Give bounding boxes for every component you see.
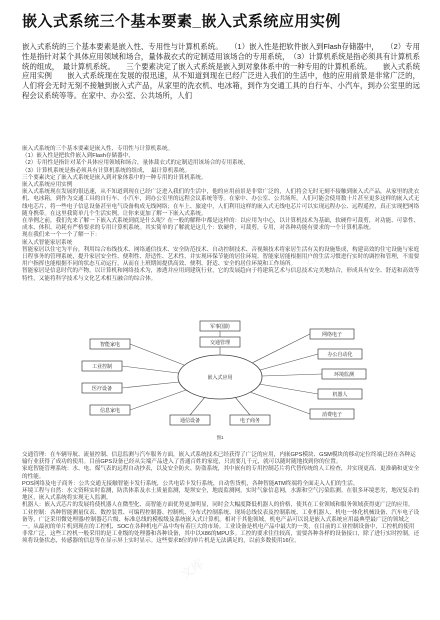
body-paragraph: （3）计算机系统是指必须具有计算机系统的组成， 最计算机系统。	[22, 167, 191, 174]
watermark: 文库	[58, 246, 87, 272]
left-node	[90, 339, 130, 349]
watermark: 文库	[298, 246, 327, 272]
body-paragraph: 嵌入式系统的三个基本要素是嵌入性、专用性与计算机系统。	[22, 146, 174, 152]
node-label: 电子商务	[239, 418, 261, 424]
left-node	[82, 383, 122, 393]
node-label: 环境监测	[333, 372, 355, 378]
page-title: 嵌入式系统三个基本要素_嵌入式系统应用实例	[22, 13, 341, 30]
body-paragraph: 家庭智能管理系统：水、电、煤气表的远程自动抄表，以及安全防火、防盗系统，其中嵌有的专用控制芯片将代替传统的人工检查，并实现更高、更准确和更安全的性能。	[22, 466, 420, 480]
top-node	[200, 337, 240, 347]
body-paragraph: POS网络及电子商务：公共交通无接触智能卡发行系统，公共电话卡发行系统，自动售货机，各种智能ATM终端将全面走入人们的生活。	[22, 480, 359, 487]
node-label: 智能家电	[99, 342, 121, 348]
body-text-continued	[22, 452, 420, 546]
body-text	[22, 146, 420, 283]
diagram-caption: 图1	[216, 435, 224, 440]
node-label: 交通管理	[209, 340, 231, 346]
node-label: 网络电子	[321, 332, 343, 338]
body-paragraph: （2）专用性是指针对某个具体应用领域和场合，量体裁衣式的定制适用该场合的专用系统，	[22, 160, 249, 167]
watermark: 文库	[178, 556, 207, 582]
body-paragraph: 在举例之前，我们先来了解一下嵌入式系统到底是什么呢？在一般的解释中都是这样的：以应用为中心，以计算机技术为基础，软硬件可裁剪，对功能、可靠性、成本、体积、功耗有严格要求的专用计算机系统。其实简单的了解就是这几个：软硬件，可裁剪，专用，对各种功能有要求的一个计算机系统。	[22, 218, 420, 232]
right-node	[318, 349, 362, 359]
node-label: 信息家电	[99, 408, 121, 414]
body-paragraph: 机器人：嵌入式芯片的发展将使机器人在微型化、高智能方面优势更加明显，同时会大幅度降低机器人的价格，使其在工业领域和服务领域获得更广泛的应用。	[22, 502, 414, 509]
body-paragraph: （1）嵌入性是把软件嵌入到Flash存储器中，	[22, 153, 134, 160]
body-paragraph: 交通管理：在车辆导航、流量控制、信息监测与汽车服务方面，嵌入式系统技术已经获得了广泛的应用，内嵌GPS模块、GSM模块的移动定位终端已经在各种运输行业获得了成功的使用。目前GPS设备已经从尖端产品进入了普通百姓的家庭，只需要几千元，就可以随时随地找到你的位置。	[22, 452, 416, 466]
diagram-svg	[60, 319, 380, 443]
left-node	[90, 405, 130, 415]
node-label: 消费电子	[321, 412, 343, 418]
body-paragraph: 嵌入式系统现在发展的很迅速，从不知道到现在已经广泛进入我们的生活中，他的应用前景是非常广泛的，人们将会无时无刻不接触到嵌入式产品，从家里的洗衣机、电冰箱，到作为交通工具的自行车、小汽车，到办公室里的远程会议系统等等。在家中、办公室、公共场所，人们可能会使用数十片甚至更多这样的嵌入式无线电芯片，将一些电子信息设备甚至电气设备构成无线网络；在车上、旅途中，人们利用这样的嵌入式无线电芯片可以实现远程办公、远程遥控，真正实现把网络随身携带。在这里我简单几个生活实例，让你来更加了解一下嵌入式系统。	[22, 189, 420, 217]
center-label: 嵌入式应用	[207, 375, 233, 381]
left-node	[82, 361, 122, 371]
node-label: 工业控制	[91, 364, 113, 370]
body-paragraph: 三个要素决定了嵌入式系统是嵌入到对象体系中的一种专用的计算机系统。	[22, 174, 207, 181]
right-node	[318, 389, 362, 399]
node-label: 军事国防	[209, 324, 231, 330]
node-label: 机器人	[332, 392, 348, 398]
body-paragraph: 环境工程与自然：水文资料实时监测，防洪体系及水土质量监测，堤坝安全，地震监测网，实时气象信息网，水源和空气污染监测。在很多环境恶劣，地况复杂的地区，嵌入式系统将实现无人监测。	[22, 488, 420, 502]
top-node	[200, 321, 240, 331]
body-paragraph: 工业控制：各种智能测量仪表、数控装置、可编程控制器、控制机、分布式控制系统、现场总线仪表及控制系统、工业机器人、机电一体化机械设备、汽车电子设备等，广泛采用微处理器/控制器芯片级、标准总线的模板级及系统嵌入式计算机。相对于其他领域，机电产品可以说是嵌入式系统应用最典型最广泛的领域之一。从最初的单片机到现在的工控机、SOC在各种机电产品中均有着巨大的市场。工业设备是机电产品中最大的一类，在目前的工业控制设备中，工控机的使用非常广泛，这些工控机一般采用的是工业级的处理器和各种设备，其中以X86的MPU多。工控的要求往往较高，需要各种各样的设备接口，除了进行实时控制，还须将设备状态，传感器的信息等在显示屏上实时显示。这些要求8位的单片机是无法满足的，以前多数使用16位。	[22, 509, 420, 545]
node-label: 办公自动化	[327, 352, 353, 358]
right-node	[310, 409, 354, 419]
node-label: 通信设备	[179, 418, 201, 424]
node-label: 医疗设备	[91, 386, 113, 392]
body-paragraph: 智能家居以住宅为平台，利用综合布线技术、网络通信技术、安全防范技术、自动控制技术、音视频技术将家居生活有关的设施集成，构建高效的住宅设施与家庭日程事务的管理系统，提升家居安全性、便利性、舒适性、艺术性，并实现环保节能的居住环境。智能家居能根据用户的生活习惯进行实时的调控和管理，不需要用户指挥也能根据不同的状态互动运行，从而在上班期间提供高效、便利、舒适、安全的居住环境和工作场所。	[22, 246, 420, 268]
bottom-node	[230, 415, 270, 425]
body-paragraph: 现在我们来一个一个了解一下：	[22, 232, 101, 239]
right-node	[322, 369, 366, 379]
right-node	[310, 329, 354, 339]
application-diagram	[60, 319, 380, 443]
body-paragraph: 嵌入式系统应用实例	[22, 182, 73, 189]
section-heading: 嵌入式智能家居系统	[22, 239, 73, 246]
bottom-node	[170, 415, 210, 425]
intro-paragraph: 嵌入式系统的三个基本要素是嵌入性、专用性与计算机系统。 （1）嵌入性是把软件嵌入到Flash存储器中， （2）专用性是指针对某个具体应用领域和场合，量体裁衣式的定制适用该场合的专用系统， （3）计算机系统是指必须具有计算机系统的组成， 最计算机系统。 三个要素决定了嵌入式系统是嵌入到对象体系中的一种专用的计算机系统。 嵌入式系统应用实例 嵌入式系统现在发展的很迅速，从不知道到现在已经广泛进入我们的生活中，他的应用前景是非常广泛的，人们将会无时无刻不接触到嵌入式产品，从家里的洗衣机、电冰箱，到作为交通工具的自行车、小汽车，到办公室里的远程会议系统等等。在家中、办公室、公共场所，人们	[22, 42, 420, 100]
body-paragraph: 智能家居是信息时代的产物，以计算机和网络技术为，渗透并应用到建筑行业，它的发展趋向于将建筑艺术与信息技术完美地结合，形成具有安全、舒适和高效等特性，又能将科学技术与文化艺术相互融合的综合体。	[22, 268, 420, 282]
